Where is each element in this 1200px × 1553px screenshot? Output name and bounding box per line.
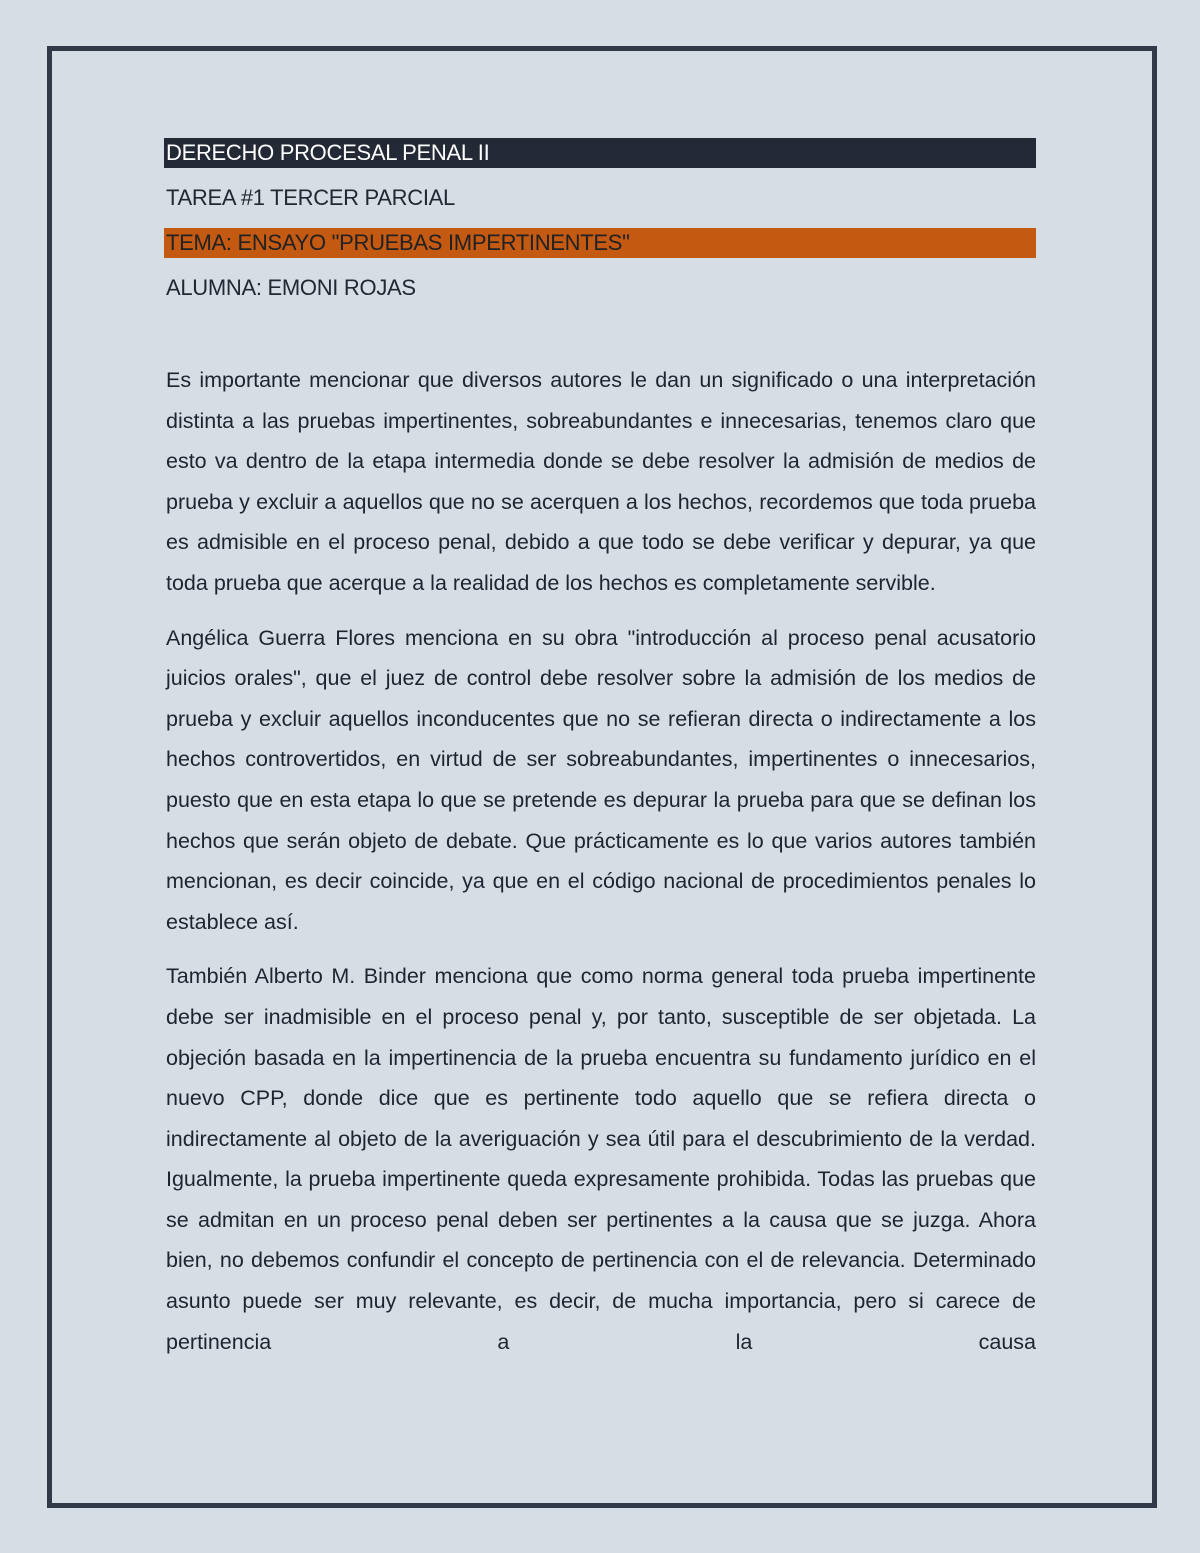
course-title: DERECHO PROCESAL PENAL II — [164, 138, 1036, 168]
essay-topic: TEMA: ENSAYO "PRUEBAS IMPERTINENTES" — [164, 228, 1036, 258]
essay-paragraph-3: También Alberto M. Binder menciona que como norma general toda prueba impertinente debe ser inadmisible en el proceso penal y, por tanto, susceptible de ser objetada. La objeción basada en la impertinencia de la prueba encuentra su fundamento jurídico en el nuevo CPP, donde dice que es pertinente todo aquello que se refiera directa o indirectamente al objeto de la averiguación y sea útil para el descubrimiento de la verdad. Igualmente, la prueba impertinente queda expresamente prohibida. Todas las pruebas que se admitan en un proceso penal deben ser pertinentes a la causa que se juzga. Ahora bien, no debemos confundir el concepto de pertinencia con el de relevancia. Determinado asunto puede ser muy relevante, es decir, de mucha importancia, pero si carece de pertinencia a la causa — [166, 964, 1036, 1354]
assignment-title: TAREA #1 TERCER PARCIAL — [166, 185, 455, 210]
essay-text — [164, 360, 1036, 1362]
student-name: ALUMNA: EMONI ROJAS — [166, 275, 416, 300]
document-body — [164, 138, 1036, 1376]
essay-paragraph-1: Es importante mencionar que diversos autores le dan un significado o una interpretación distinta a las pruebas impertinentes, sobreabundantes e innecesarias, tenemos claro que esto va dentro de la etapa intermedia donde se debe resolver la admisión de medios de prueba y excluir a aquellos que no se acerquen a los hechos, recordemos que toda prueba es admisible en el proceso penal, debido a que todo se debe verificar y depurar, ya que toda prueba que acerque a la realidad de los hechos es completamente servible. — [166, 368, 1036, 595]
essay-paragraph-2: Angélica Guerra Flores menciona en su obra "introducción al proceso penal acusatorio juicios orales", que el juez de control debe resolver sobre la admisión de los medios de prueba y excluir aquellos inconducentes que no se refieran directa o indirectamente a los hechos controvertidos, en virtud de ser sobreabundantes, impertinentes o innecesarios, puesto que en esta etapa lo que se pretende es depurar la prueba para que se definan los hechos que serán objeto de debate. Que prácticamente es lo que varios autores también mencionan, es decir coincide, ya que en el código nacional de procedimientos penales lo establece así. — [166, 625, 1036, 934]
